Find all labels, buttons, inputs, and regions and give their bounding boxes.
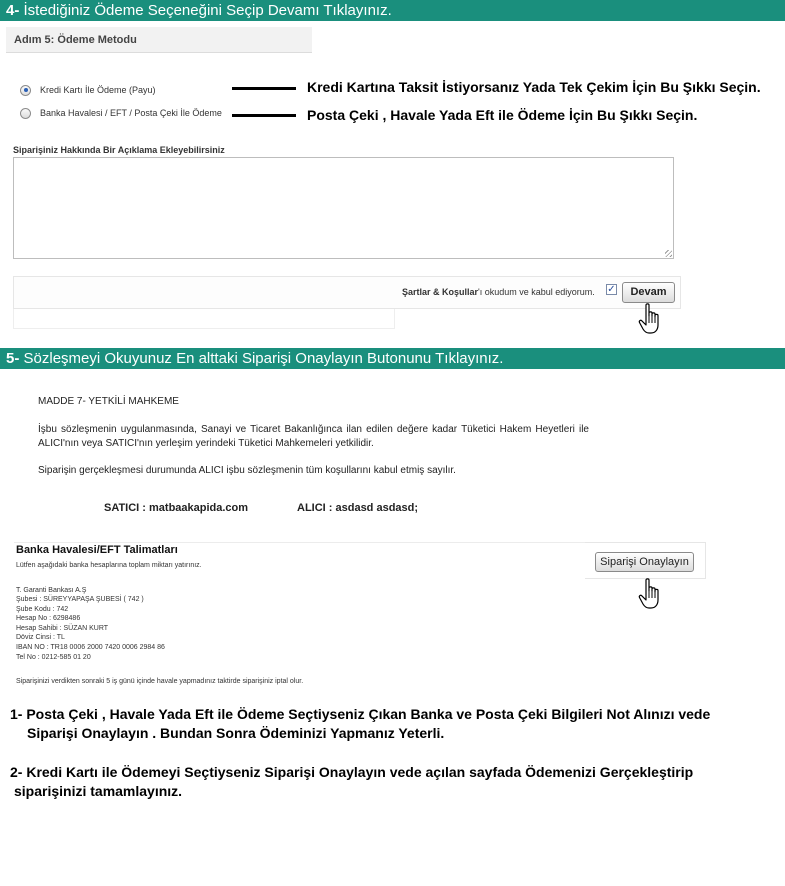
confirm-order-button[interactable]: Siparişi Onaylayın [595,552,694,572]
note-2-line-1: 2- Kredi Kartı ile Ödemeyi Seçtiyseniz Siparişi Onaylayın vede açılan sayfada Ödemenizi Gerçekleştirip [10,764,694,780]
payment-option-credit-card[interactable] [20,82,156,98]
payment-option-label: Banka Havalesi / EFT / Posta Çeki İle Ödeme [40,108,222,118]
step-5-number: 5- [6,350,20,367]
pointer-line [232,114,296,117]
bank-detail-line: Şubesi : SÜREYYAPAŞA ŞUBESİ ( 742 ) [16,596,144,603]
radio-bank-transfer[interactable] [20,108,31,119]
payment-option-bank-transfer[interactable] [20,105,222,121]
step-5-text: Sözleşmeyi Okuyunuz En alttaki Siparişi Onaylayın Butonunu Tıklayınız. [23,350,504,367]
payment-option-label: Kredi Kartı İle Ödeme (Payu) [40,85,156,95]
buyer-info: ALICI : asdasd asdasd; [297,502,419,514]
step-header: Adım 5: Ödeme Metodu [6,27,312,53]
bank-title: Banka Havalesi/EFT Talimatları [16,544,178,556]
step-4-text: İstediğiniz Ödeme Seçeneğini Seçip Devamı Tıklayınız. [23,2,392,19]
bank-note: Siparişinizi verdikten sonraki 5 iş günü içinde havale yapmadınız taktirde siparişiniz iptal olur. [16,678,304,685]
annotation-bank-transfer: Posta Çeki , Havale Yada Eft ile Ödeme İçin Bu Şıkkı Seçin. [307,107,698,123]
terms-checkbox[interactable]: ✓ [607,284,616,295]
note-1-line-2: Siparişi Onaylayın . Bundan Sonra Ödeminizi Yapmanız Yeterli. [27,725,445,741]
annotation-credit-card: Kredi Kartına Taksit İstiyorsanız Yada Tek Çekim İçin Bu Şıkkı Seçin. [307,79,761,95]
bank-subtitle: Lütfen aşağıdaki banka hesaplarına toplam miktarı yatırınız. [16,562,202,569]
bank-detail-line: Döviz Cinsi : TL [16,634,65,641]
terms-suffix: 'ı okudum ve kabul ediyorum. [478,287,595,297]
note-2-line-2: siparişinizi tamamlayınız. [14,783,183,799]
hand-cursor-icon [638,578,664,610]
seller-info: SATICI : matbaakapida.com [104,502,249,514]
description-label: Siparişiniz Hakkında Bir Açıklama Ekleyebilirsiniz [13,145,225,155]
bank-detail-line: Şube Kodu : 742 [16,606,69,613]
step-4-banner [0,0,785,21]
hand-cursor-icon [638,303,664,335]
step-5-banner [0,348,785,369]
bank-detail-line: IBAN NO : TR18 0006 2000 7420 0006 2984 86 [16,644,165,651]
contract-heading: MADDE 7- YETKİLİ MAHKEME [38,396,179,407]
devam-button[interactable]: Devam [622,282,675,303]
note-1-line-1: 1- Posta Çeki , Havale Yada Eft ile Ödeme Seçtiyseniz Çıkan Banka ve Posta Çeki Bilgileri Not Alınızı vede [10,706,711,722]
contract-paragraph: Siparişin gerçekleşmesi durumunda ALICI işbu sözleşmenin tüm koşullarını kabul etmiş sayılır. [38,465,456,476]
contract-paragraph: İşbu sözleşmenin uygulanmasında, Sanayi ve Ticaret Bakanlığınca ilan edilen değere kadar Tüketici Hakem Heyetleri ile ALICI'nın veya SATICI'nın yerleşim yerindeki Tüketici Mahkemeleri yetkilidir. [38,424,589,449]
terms-link[interactable]: Şartlar & Koşullar [402,287,479,297]
bank-detail-line: T. Garanti Bankası A.Ş [16,587,87,594]
description-textarea[interactable] [13,157,674,259]
terms-panel-bottom [13,309,395,329]
radio-credit-card[interactable] [20,85,31,96]
pointer-line [232,87,296,90]
bank-detail-line: Hesap No : 6298486 [16,615,81,622]
bank-detail-line: Tel No : 0212-585 01 20 [16,654,91,661]
terms-text [402,287,595,297]
bank-detail-line: Hesap Sahibi : SÜZAN KURT [16,625,109,632]
step-4-number: 4- [6,2,20,19]
